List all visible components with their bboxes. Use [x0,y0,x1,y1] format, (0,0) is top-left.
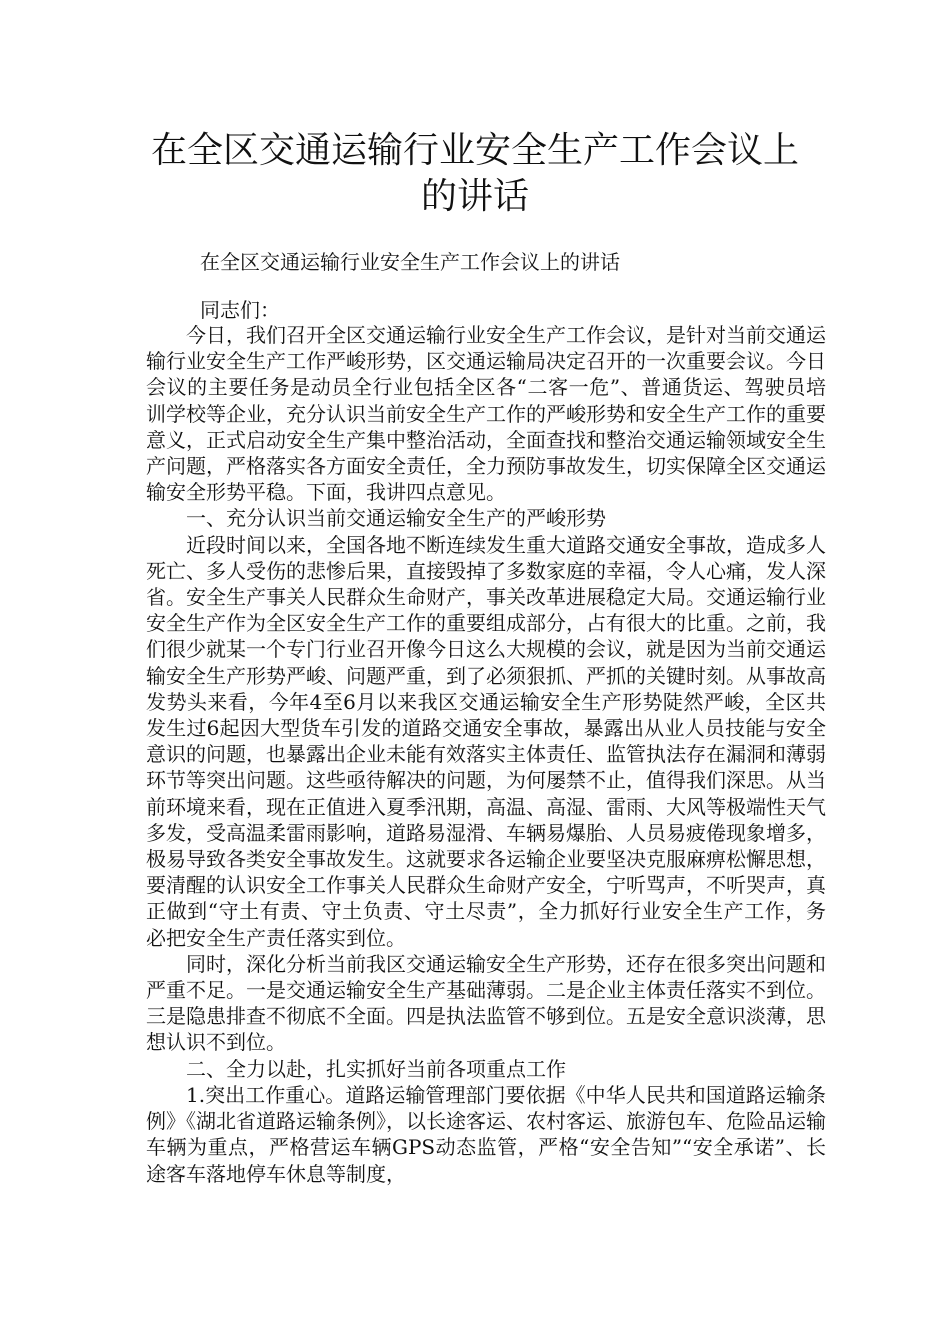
title-line-1: 在全区交通运输行业安全生产工作会议上 [150,130,799,171]
paragraph-focus: 1.突出工作重心。道路运输管理部门要依据《中华人民共和国道路运输条例》《湖北省道路运输条例》，以长途客运、农村客运、旅游包车、危险品运输车辆为重点，严格营运车辆GPS动态监管，严格“安全告知”“安全承诺”、长途客车落地停车休息等制度， [146,1082,826,1186]
paragraph-intro: 今日，我们召开全区交通运输行业安全生产工作会议，是针对当前交通运输行业安全生产工作严峻形势，区交通运输局决定召开的一次重要会议。今日会议的主要任务是动员全行业包括全区各“二客一危”、普通货运、驾驶员培训学校等企业，充分认识当前安全生产工作的严峻形势和安全生产工作的重要意义，正式启动安全生产集中整治活动，全面查找和整治交通运输领域安全生产问题，严格落实各方面安全责任，全力预防事故发生，切实保障全区交通运输安全形势平稳。下面，我讲四点意见。 [146,323,826,505]
section-heading-1: 一、充分认识当前交通运输安全生产的严峻形势 [186,506,606,531]
paragraph-situation: 近段时间以来，全国各地不断连续发生重大道路交通安全事故，造成多人死亡、多人受伤的悲惨后果，直接毁掉了多数家庭的幸福，令人心痛，发人深省。安全生产事关人民群众生命财产，事关改革进展稳定大局。交通运输行业安全生产作为全区安全生产工作的重要组成部分，占有很大的比重。之前，我们很少就某一个专门行业召开像今日这么大规模的会议，就是因为当前交通运输安全生产形势严峻、问题严重，到了必须狠抓、严抓的关键时刻。从事故高发势头来看，今年4至6月以来我区交通运输安全生产形势陡然严峻，全区共发生过6起因大型货车引发的道路交通安全事故，暴露出从业人员技能与安全意识的问题，也暴露出企业未能有效落实主体责任、监管执法存在漏洞和薄弱环节等突出问题。这些亟待解决的问题，为何屡禁不止，值得我们深思。从当前环境来看，现在正值进入夏季汛期，高温、高湿、雷雨、大风等极端性天气多发，受高温柔雷雨影响，道路易湿滑、车辆易爆胎、人员易疲倦现象增多，极易导致各类安全事故发生。这就要求各运输企业要坚决克服麻痹松懈思想，要清醒的认识安全工作事关人民群众生命财产安全，宁听骂声，不听哭声，真正做到“守土有责、守土负责、守土尽责”，全力抓好行业安全生产工作，务必把安全生产责任落实到位。 [146,532,826,950]
document-body [146,322,826,1187]
document-subtitle: 在全区交通运输行业安全生产工作会议上的讲话 [200,250,620,274]
title-line-2: 的讲话 [420,176,529,217]
document-title [120,128,830,220]
section-heading-2: 二、全力以赴，扎实抓好当前各项重点工作 [186,1056,566,1081]
paragraph-problems: 同时，深化分析当前我区交通运输安全生产形势，还存在很多突出问题和严重不足。一是交通运输安全生产基础薄弱。二是企业主体责任落实不到位。三是隐患排查不彻底不全面。四是执法监管不够到位。五是安全意识淡薄，思想认识不到位。 [146,951,826,1055]
salutation: 同志们： [200,298,280,322]
